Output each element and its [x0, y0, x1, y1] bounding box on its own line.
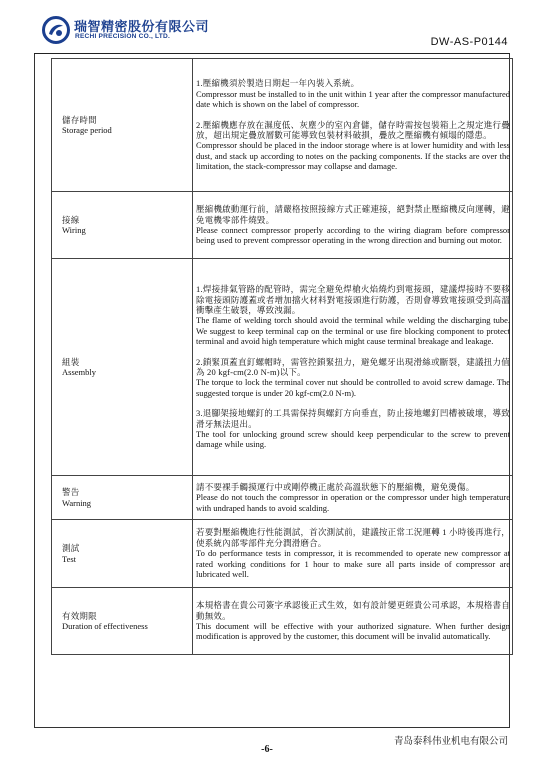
- rechi-logo-icon: [42, 16, 70, 44]
- paragraph-en: Please connect compressor properly according to the wiring diagram before compressor being used to prevent compressor operating in the wrong direction and burning out motor.: [196, 225, 510, 246]
- section-label: [52, 59, 193, 192]
- paragraph-cn: 請不要裸手觸摸運行中或剛停機正處於高溫狀態下的壓縮機，避免燙傷。: [196, 481, 475, 492]
- paragraph-cn: 1.壓縮機須於製造日期起一年內裝入系統。: [196, 78, 360, 89]
- paragraph-en: Compressor must be installed to in the unit within 1 year after the compressor manufactured date which is shown on the label of compressor.: [196, 88, 510, 110]
- document-number: DW-AS-P0144: [430, 36, 508, 48]
- paragraph-en: The flame of welding torch should avoid the terminal while welding the discharging tube. We suggest to keep terminal cap on the terminal or use fire blocking component to protect terminal and avoid high temperature which might cause terminal breakage and leakage.: [196, 315, 510, 347]
- paragraph-en: The torque to lock the terminal cover nut should be controlled to avoid screw damage. The suggested torque is under 20 kgf-cm(2.0 N-m).: [196, 377, 510, 398]
- section-label: [52, 192, 193, 259]
- paragraph-cn: 壓縮機啟動運行前，請嚴格按照接線方式正確連接，絕對禁止壓縮機反向運轉，避免電機零部件燒毀。: [196, 204, 510, 225]
- paragraph-cn: 2.壓縮機應存放在濕度低、灰塵少的室內倉儲，儲存時需按包裝箱上之規定進行疊放，超出規定疊放層數可能導致包裝材料破損，疊放之壓縮機有傾塌的隱患。: [196, 119, 510, 140]
- paragraph: [196, 408, 510, 450]
- section-label-cn: 警告: [62, 487, 80, 498]
- footer-company-name: 青岛泰科伟业机电有限公司: [393, 736, 508, 747]
- spec-table: [51, 58, 513, 655]
- section-label-en: Storage period: [62, 125, 112, 135]
- section-label: [52, 588, 193, 655]
- section-label-cn: 組裝: [62, 356, 80, 367]
- company-name-cn: 瑞智精密股份有限公司: [74, 20, 210, 35]
- section-label-cn: 接線: [62, 214, 80, 225]
- table-row: [52, 588, 513, 655]
- paragraph-cn: 1.焊接排氣管路的配管時，需完全避免焊槍火焰燒灼到電接頭，建議焊接時不要移除電接頭防護蓋或者增加擋火材料對電接頭進行防護，否則會導致電接頭受到高溫衝擊產生破裂，導致洩漏。: [196, 284, 510, 315]
- section-label: [52, 259, 193, 476]
- section-content: [193, 259, 513, 476]
- paragraph-cn: 若要對壓縮機進行性能測試，首次測試前，建議按正常工況運轉 1 小時後再進行，使系統內部零部件充分潤滑磨合。: [196, 527, 510, 548]
- paragraph: [196, 600, 510, 642]
- paragraph-en: This document will be effective with your authorized signature. When further design modification is approved by the customer, this document will be invalid automatically.: [196, 621, 510, 642]
- section-label-en: Duration of effectiveness: [62, 621, 148, 631]
- paragraph-cn: 2.鎖緊頂蓋直釘螺帽時，需管控鎖緊扭力，避免螺牙出現滑絲或斷裂，建議扭力值為 20 kgf-cm(2.0 N-m)以下。: [196, 356, 510, 377]
- section-content: [193, 192, 513, 259]
- paragraph-en: Please do not touch the compressor in operation or the compressor under high temperature with undraped hands to avoid scalding.: [196, 492, 510, 513]
- section-label-en: Assembly: [62, 367, 96, 377]
- table-row: [52, 192, 513, 259]
- table-row: [52, 520, 513, 588]
- paragraph: [196, 284, 510, 346]
- section-label-cn: 測試: [62, 543, 80, 554]
- section-label: [52, 520, 193, 588]
- paragraph-en: Compressor should be placed in the indoor storage where is at lower humidity and with less dust, and stack up according to notes on the packing components. If the stacks are over the limitation, the stack-compressor may collapse and damage.: [196, 140, 510, 172]
- section-label: [52, 476, 193, 520]
- paragraph: [196, 78, 510, 109]
- section-label-en: Test: [62, 553, 77, 564]
- section-label-en: Warning: [62, 497, 92, 508]
- section-label-cn: 儲存時間: [62, 114, 97, 125]
- section-content: [193, 59, 513, 192]
- table-row: [52, 476, 513, 520]
- paragraph: [196, 527, 510, 579]
- page-header: [34, 10, 510, 54]
- section-content: [193, 520, 513, 588]
- section-label-en: Wiring: [62, 225, 86, 235]
- company-name-en: RECHI PRECISION CO., LTD.: [75, 33, 170, 40]
- paragraph: [196, 482, 510, 513]
- paragraph-cn: 本規格書在貴公司簽字承認後正式生效，如有設計變更經貴公司承認，本規格書自動無效。: [196, 600, 510, 621]
- paragraph-cn: 3.退腳架接地螺釘的工具需保持與螺釘方向垂直，防止接地螺釘凹槽被破壞，導致滑牙無法退出。: [196, 408, 510, 429]
- paragraph: [196, 357, 510, 399]
- section-content: [193, 588, 513, 655]
- table-row: [52, 259, 513, 476]
- paragraph-en: To do performance tests in compressor, it is recommended to operate new compressor at rated working conditions for 1 hour to make sure all parts inside of compressor are lubricated well.: [196, 548, 510, 580]
- paragraph-en: The tool for unlocking ground screw should keep perpendicular to the screw to prevent damage while using.: [196, 429, 510, 450]
- paragraph: [196, 204, 510, 246]
- section-label-cn: 有效期限: [62, 610, 97, 621]
- page-number: -6-: [261, 744, 273, 755]
- paragraph: [196, 120, 510, 172]
- section-content: [193, 476, 513, 520]
- table-row: [52, 59, 513, 192]
